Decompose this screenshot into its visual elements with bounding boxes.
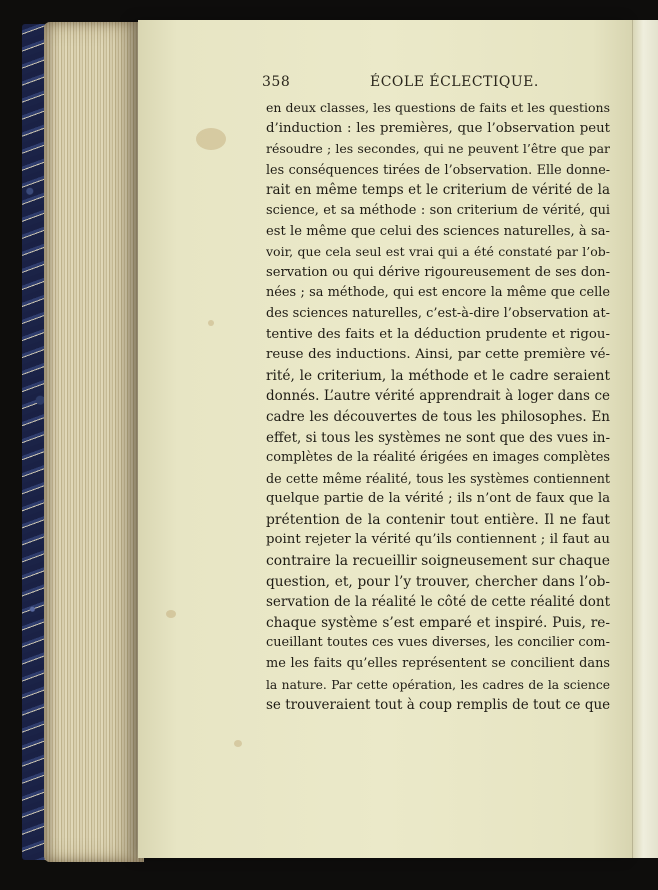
text-line: science, et sa méthode : son criterium de vérité, qui — [266, 202, 610, 218]
foxing-spot — [208, 320, 214, 326]
text-line: effet, si tous les systèmes ne sont que des vues in- — [266, 429, 610, 446]
text-line: les conséquences tirées de l’observation. Elle donne- — [266, 161, 610, 177]
text-line: point rejeter la vérité qu’ils contiennent ; il faut au — [266, 532, 610, 548]
text-line: résoudre ; les secondes, qui ne peuvent l’être que par — [266, 141, 610, 157]
foxing-spot — [166, 610, 176, 618]
page-number: 358 — [262, 74, 291, 90]
text-line: d’induction : les premières, que l’observation peut — [266, 120, 610, 136]
text-line: nées ; sa méthode, qui est encore la même que celle — [266, 285, 610, 301]
running-title: ÉCOLE ÉCLECTIQUE. — [370, 74, 539, 90]
text-line: la nature. Par cette opération, les cadres de la science — [266, 677, 610, 692]
text-line: de cette même réalité, tous les systèmes contiennent — [266, 470, 610, 486]
page-block-edges — [44, 22, 144, 862]
foxing-spot — [234, 740, 242, 747]
page-header — [262, 74, 608, 96]
text-line: rait en même temps et le criterium de vérité de la — [266, 182, 610, 199]
text-line: cueillant toutes ces vues diverses, les concilier com- — [266, 635, 610, 651]
text-line: est le même que celui des sciences naturelles, à sa- — [266, 223, 610, 239]
text-line: complètes de la réalité érigées en images complètes — [266, 450, 610, 466]
text-line: servation de la réalité le côté de cette réalité dont — [266, 594, 610, 611]
right-cover-edge — [632, 20, 658, 858]
text-line: tentive des faits et la déduction prudente et rigou- — [266, 326, 610, 342]
body-text — [266, 98, 610, 716]
text-line: prétention de la contenir tout entière. Il ne faut — [266, 511, 610, 528]
text-line: voir, que cela seul est vrai qui a été constaté par l’ob- — [266, 244, 610, 260]
text-line: se trouveraient tout à coup remplis de tout ce que — [266, 697, 610, 714]
text-line: donnés. L’autre vérité apprendrait à loger dans ce — [266, 388, 610, 405]
text-line: me les faits qu’elles représentent se concilient dans — [266, 656, 610, 672]
text-line: en deux classes, les questions de faits et les questions — [266, 100, 610, 115]
text-line: servation ou qui dérive rigoureusement de ses don- — [266, 264, 610, 280]
foxing-spot — [196, 128, 226, 150]
text-line: rité, le criterium, la méthode et le cadre seraient — [266, 367, 610, 384]
text-line: cadre les découvertes de tous les philosophes. En — [266, 408, 610, 425]
text-line: chaque système s’est emparé et inspiré. Puis, re- — [266, 614, 610, 631]
text-line: des sciences naturelles, c’est-à-dire l’observation at- — [266, 305, 610, 321]
text-line: question, et, pour l’y trouver, chercher dans l’ob- — [266, 573, 610, 590]
text-line: quelque partie de la vérité ; ils n’ont de faux que la — [266, 491, 610, 507]
text-line: contraire la recueillir soigneusement sur chaque — [266, 553, 610, 570]
text-line: reuse des inductions. Ainsi, par cette première vé- — [266, 347, 610, 363]
